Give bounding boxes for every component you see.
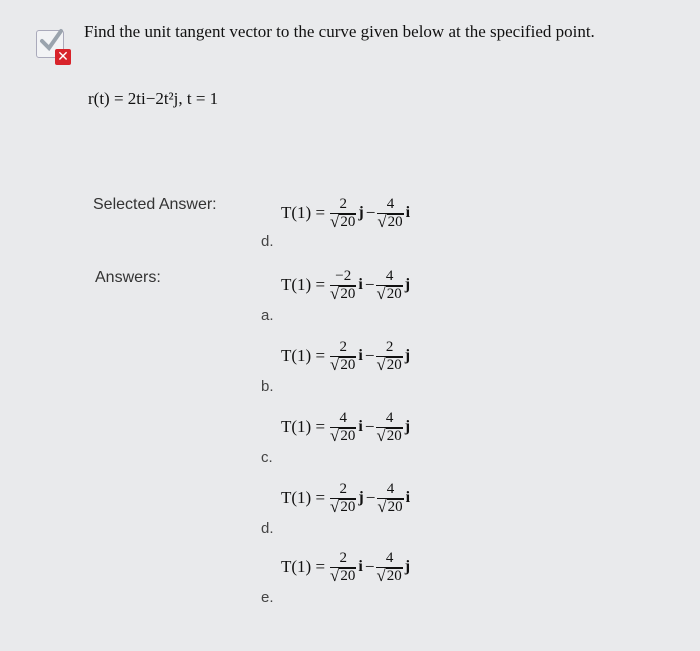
answer-formula <box>281 475 411 521</box>
vector-unit: i <box>358 418 363 435</box>
answer-letter: b. <box>261 378 274 395</box>
formula-lhs: T(1) = <box>281 203 326 222</box>
numerator: 4 <box>385 268 394 284</box>
answer-letter: a. <box>261 307 274 324</box>
fraction-2: 2 √ 20 <box>376 339 402 374</box>
fraction-1: 4 √ 20 <box>330 410 356 445</box>
denominator: 20 <box>386 286 402 302</box>
fraction-1: 2 √ 20 <box>330 196 356 231</box>
answer-formula <box>281 262 411 308</box>
denominator: 20 <box>387 499 403 515</box>
operator: − <box>364 417 375 436</box>
vector-unit: i <box>405 489 411 506</box>
vector-unit: i <box>358 347 363 364</box>
denominator: 20 <box>340 568 356 584</box>
selected-answer-formula <box>281 190 411 236</box>
denominator: 20 <box>340 286 356 302</box>
operator: − <box>365 488 376 507</box>
vector-unit: j <box>404 418 411 435</box>
answers-label: Answers: <box>95 269 161 286</box>
selected-answer-label: Selected Answer: <box>93 196 217 213</box>
formula-lhs: T(1) = <box>281 346 326 365</box>
fraction-2: 4 √ 20 <box>376 550 402 585</box>
answer-formula <box>281 333 411 379</box>
vector-unit: j <box>404 558 411 575</box>
vector-unit: j <box>404 347 411 364</box>
numerator: 4 <box>386 481 395 497</box>
question-prompt: Find the unit tangent vector to the curve given below at the specified point. <box>84 22 595 41</box>
fraction-1: 2 √ 20 <box>330 481 356 516</box>
answer-formula <box>281 404 411 450</box>
vector-unit: j <box>358 489 364 506</box>
numerator: 2 <box>339 339 347 355</box>
vector-unit: i <box>358 558 363 575</box>
denominator: 20 <box>387 214 403 230</box>
fraction-2: 4 √ 20 <box>376 268 402 303</box>
fraction-2: 4 √ 20 <box>377 481 403 516</box>
numerator: 2 <box>339 550 347 566</box>
answer-formula <box>281 544 411 590</box>
fraction-1: −2 √ 20 <box>330 268 356 303</box>
numerator: 2 <box>339 481 347 497</box>
denominator: 20 <box>340 499 356 515</box>
denominator: 20 <box>340 357 356 373</box>
formula-lhs: T(1) = <box>281 488 326 507</box>
denominator: 20 <box>340 214 356 230</box>
answer-letter: c. <box>261 449 273 466</box>
operator: − <box>364 346 375 365</box>
operator: − <box>364 557 375 576</box>
formula-lhs: T(1) = <box>281 275 326 294</box>
formula-lhs: T(1) = <box>281 417 326 436</box>
vector-unit: j <box>358 204 364 221</box>
numerator: 4 <box>339 410 347 426</box>
vector-unit: i <box>405 204 411 221</box>
incorrect-status-icon <box>36 24 76 66</box>
numerator: 4 <box>385 550 394 566</box>
x-icon: ✕ <box>55 49 71 65</box>
fraction-1: 2 √ 20 <box>330 339 356 374</box>
numerator: −2 <box>335 268 352 284</box>
question-expression: r(t) = 2ti−2t²j, t = 1 <box>88 89 219 108</box>
fraction-2: 4 √ 20 <box>376 410 402 445</box>
selected-answer-letter: d. <box>261 233 274 250</box>
denominator: 20 <box>386 357 402 373</box>
numerator: 4 <box>385 410 394 426</box>
answer-letter: e. <box>261 589 274 606</box>
vector-unit: j <box>404 276 411 293</box>
formula-lhs: T(1) = <box>281 557 326 576</box>
numerator: 2 <box>339 196 347 212</box>
denominator: 20 <box>386 428 402 444</box>
operator: − <box>364 275 375 294</box>
answer-letter: d. <box>261 520 274 537</box>
operator: − <box>365 203 376 222</box>
denominator: 20 <box>386 568 402 584</box>
fraction-1: 2 √ 20 <box>330 550 356 585</box>
numerator: 4 <box>386 196 395 212</box>
numerator: 2 <box>385 339 394 355</box>
vector-unit: i <box>358 276 363 293</box>
denominator: 20 <box>340 428 356 444</box>
fraction-2: 4 √ 20 <box>377 196 403 231</box>
